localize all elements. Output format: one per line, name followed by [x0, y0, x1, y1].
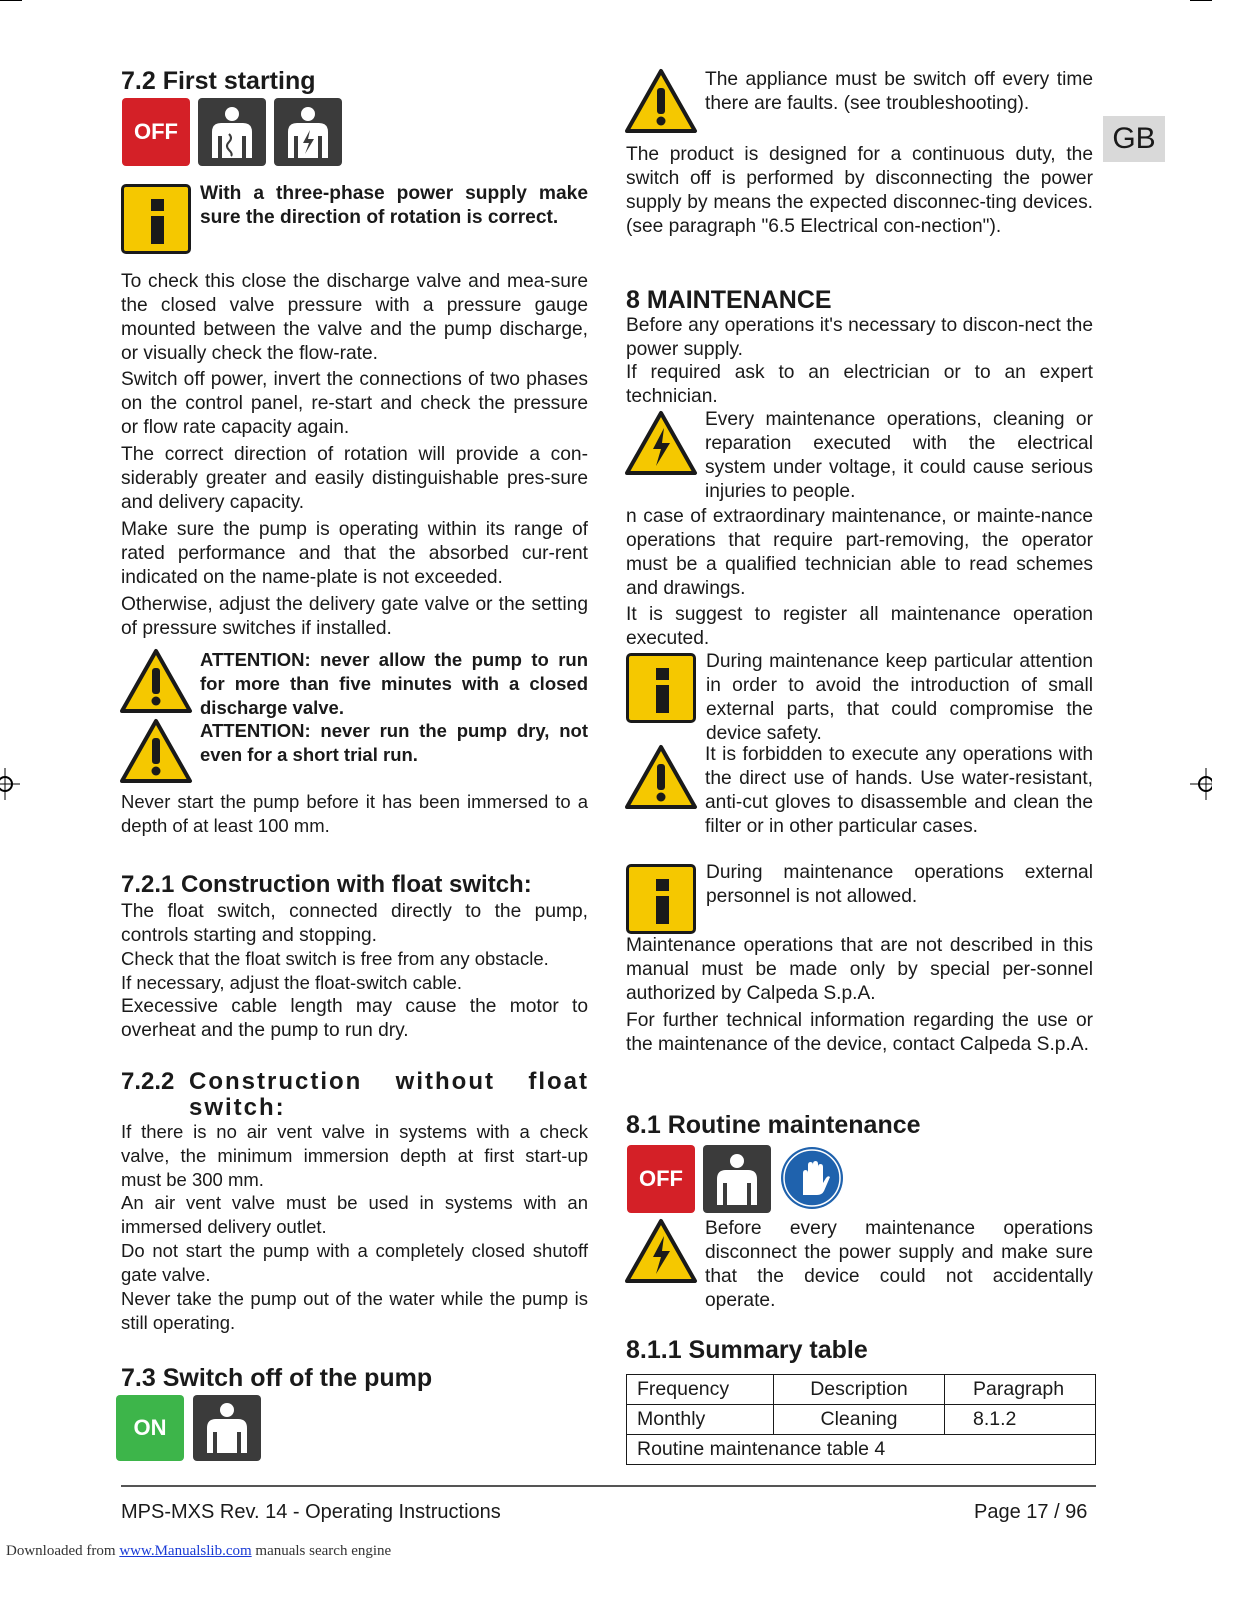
info-icon: [626, 864, 696, 934]
paragraph: If there is no air vent valve in systems with a check valve, the minimum immersion depth at first start-up must be 300 mm.: [121, 1121, 588, 1190]
attention-note: ATTENTION: never allow the pump to run for more than five minutes with a closed discharge valve.: [200, 649, 588, 718]
section-title-7-3: 7.3 Switch off of the pump: [121, 1364, 433, 1392]
info-icon: [121, 184, 191, 254]
paragraph: Otherwise, adjust the delivery gate valve or the setting of pressure switches if installed.: [121, 594, 588, 639]
footer-divider: [121, 1485, 1096, 1487]
electric-warning-note: Every maintenance operations, cleaning or reparation executed with the electrical system under voltage, it could cause serious injuries to people.: [705, 409, 1093, 502]
section-title-7-2: 7.2 First starting: [121, 67, 316, 95]
paragraph: It is suggest to register all maintenance operation executed.: [626, 604, 1093, 649]
attention-note: ATTENTION: never run the pump dry, not even for a short trial run.: [200, 720, 588, 765]
on-badge: ON: [116, 1395, 184, 1461]
table-header-cell: Description: [774, 1375, 945, 1405]
electric-hazard-icon: [624, 1218, 698, 1284]
table-cell: Monthly: [627, 1405, 774, 1435]
paragraph: n case of extraordinary maintenance, or mainte-nance operations that require part-removing, the operator must be a qualified technician able to read schemes and drawings.: [626, 506, 1093, 599]
warning-note: It is forbidden to execute any operations with the direct use of hands. Use water-resistant, anti-cut gloves to disassemble and clean the filter or in other particular cases.: [705, 744, 1093, 837]
paragraph: Never take the pump out of the water while the pump is still operating.: [121, 1288, 588, 1333]
section-number-7-2-2: 7.2.2: [121, 1068, 175, 1095]
paragraph: Make sure the pump is operating within its range of rated performance and that the absorbed cur-rent indicated on the name-plate is not exceeded.: [121, 519, 588, 588]
electric-hazard-icon: [624, 410, 698, 476]
download-suffix: manuals search engine: [255, 1543, 392, 1559]
download-source: [6, 1543, 391, 1560]
off-badge: OFF: [122, 98, 190, 166]
off-badge: OFF: [627, 1145, 695, 1213]
operator-icon: [198, 98, 266, 166]
paragraph: Switch off power, invert the connections of two phases on the control panel, re-start and check the pressure or flow rate capacity again.: [121, 369, 588, 438]
warning-note: The appliance must be switch off every time there are faults. (see troubleshooting).: [705, 69, 1093, 114]
paragraph: Do not start the pump with a completely closed shutoff gate valve.: [121, 1240, 588, 1285]
paragraph: Maintenance operations that are not described in this manual must be made only by special per-sonnel authorized by Calpeda S.p.A.: [626, 935, 1093, 1004]
paragraph: An air vent valve must be used in systems with an immersed delivery outlet.: [121, 1192, 588, 1237]
warning-icon: [624, 744, 698, 810]
electrician-icon: [274, 98, 342, 166]
info-note: During maintenance operations external personnel is not allowed.: [706, 862, 1093, 907]
paragraph: The product is designed for a continuous duty, the switch off is performed by disconnecting the power supply by means the expected disconnec-ting devices. (see paragraph "6.5 Electrical con-nection").: [626, 144, 1093, 237]
info-note: During maintenance keep particular attention in order to avoid the introduction of small external parts, that could compromise the device safety.: [706, 651, 1093, 744]
table-header-cell: Paragraph: [945, 1375, 1096, 1405]
paragraph: Before any operations it's necessary to discon-nect the power supply.: [626, 315, 1093, 360]
section-title-8-1: 8.1 Routine maintenance: [626, 1111, 921, 1139]
info-icon: [626, 653, 696, 723]
table-caption-row: [627, 1435, 1096, 1465]
gloves-icon: [779, 1145, 845, 1211]
section-title-7-2-2: Construction without float switch:: [189, 1068, 589, 1121]
table-header-row: [627, 1375, 1096, 1405]
download-prefix: Downloaded from: [6, 1543, 116, 1559]
section-title-7-2-1: 7.2.1 Construction with float switch:: [121, 871, 532, 898]
operator-icon: [703, 1145, 771, 1213]
paragraph: The float switch, connected directly to the pump, controls starting and stopping.: [121, 901, 588, 946]
paragraph: For further technical information regarding the use or the maintenance of the device, contact Calpeda S.p.A.: [626, 1010, 1093, 1055]
operator-icon: [193, 1395, 261, 1461]
paragraph: The correct direction of rotation will provide a con-siderably greater and easily distinguishable pres-sure and delivery capacity.: [121, 444, 588, 513]
table-row: [627, 1405, 1096, 1435]
section-title-8-1-1: 8.1.1 Summary table: [626, 1336, 868, 1364]
crop-mark: [1190, 0, 1212, 1]
paragraph: Check that the float switch is free from any obstacle.: [121, 948, 549, 969]
crop-mark: [0, 0, 22, 1]
paragraph: If necessary, adjust the float-switch cable.: [121, 972, 463, 993]
registration-mark-icon: [1190, 768, 1212, 800]
section-title-8: 8 MAINTENANCE: [626, 286, 832, 314]
info-note: With a three-phase power supply make sure the direction of rotation is correct.: [200, 183, 588, 228]
electric-warning-note: Before every maintenance operations disconnect the power supply and make sure that the device could not accidentally operate.: [705, 1218, 1093, 1311]
language-tab: GB: [1103, 116, 1165, 162]
warning-icon: [119, 648, 193, 714]
footer-document-title: MPS-MXS Rev. 14 - Operating Instructions: [121, 1501, 501, 1523]
paragraph: Never start the pump before it has been immersed to a depth of at least 100 mm.: [121, 791, 588, 836]
manualslib-link[interactable]: www.Manualslib.com: [119, 1543, 252, 1559]
table-caption: Routine maintenance table 4: [627, 1435, 1096, 1465]
paragraph: If required ask to an electrician or to an expert technician.: [626, 362, 1093, 407]
table-cell: 8.1.2: [945, 1405, 1096, 1435]
summary-table: [626, 1374, 1096, 1465]
footer-page-number: Page 17 / 96: [974, 1501, 1088, 1523]
table-cell: Cleaning: [774, 1405, 945, 1435]
table-header-cell: Frequency: [627, 1375, 774, 1405]
paragraph: To check this close the discharge valve and mea-sure the closed valve pressure with a pressure gauge mounted between the valve and the pump discharge, or visually check the flow-rate.: [121, 271, 588, 364]
warning-icon: [119, 718, 193, 784]
warning-icon: [624, 68, 698, 134]
paragraph: Execessive cable length may cause the motor to overheat and the pump to run dry.: [121, 996, 588, 1041]
registration-mark-icon: [0, 768, 20, 800]
